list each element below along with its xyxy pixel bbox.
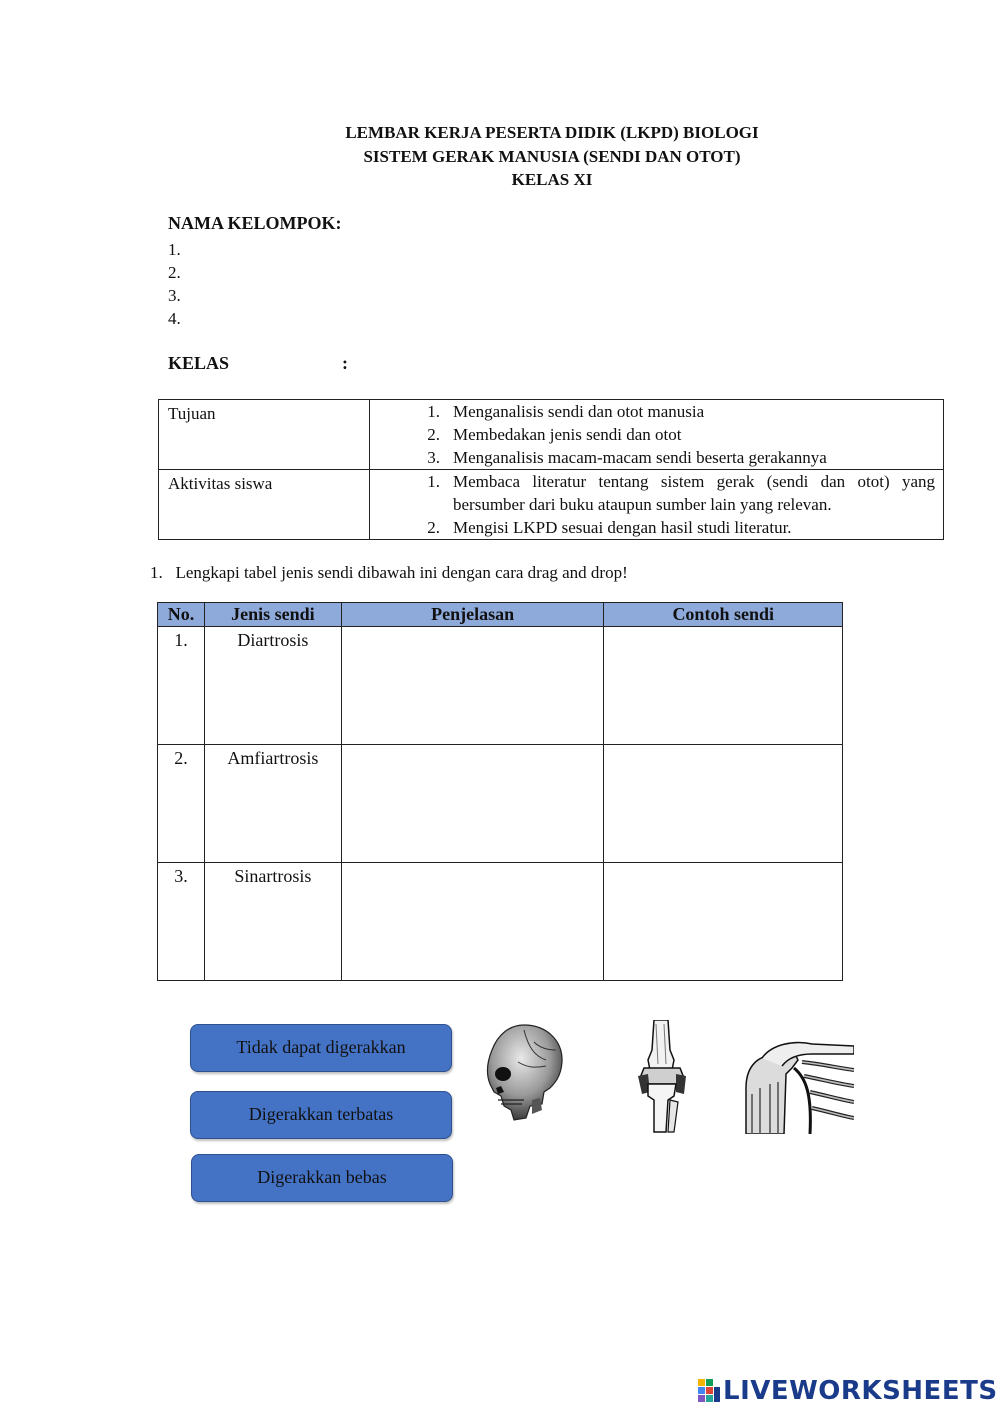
liveworksheets-logo <box>697 1376 998 1406</box>
penjelasan-drop-zone-1[interactable] <box>341 627 604 745</box>
joint-types-table <box>157 602 843 981</box>
list-item: 3. Menganalisis macam-macam sendi beserta gerakannya <box>370 446 935 469</box>
tujuan-item-3: Menganalisis macam-macam sendi beserta gerakannya <box>453 448 827 467</box>
skull-icon[interactable] <box>484 1022 566 1122</box>
contoh-drop-zone-2[interactable] <box>604 745 843 863</box>
group-number-1: 1. <box>168 240 181 259</box>
contoh-drop-zone-3[interactable] <box>604 863 843 981</box>
group-number-4: 4. <box>168 309 181 328</box>
kelas-colon: : <box>342 353 348 373</box>
contoh-drop-zone-1[interactable] <box>604 627 843 745</box>
row-number: 2. <box>158 745 205 863</box>
instruction-number: 1. <box>150 563 163 582</box>
knee-joint-icon[interactable] <box>632 1020 692 1134</box>
list-item: 1. Menganalisis sendi dan otot manusia <box>370 400 935 423</box>
aktivitas-list-cell <box>370 470 944 540</box>
penjelasan-drop-zone-3[interactable] <box>341 863 604 981</box>
table-header-row <box>158 603 843 627</box>
liveworksheets-mark-icon <box>697 1378 721 1404</box>
joint-type-name: Diartrosis <box>204 627 341 745</box>
shoulder-joint-icon[interactable] <box>742 1038 854 1134</box>
instruction-text: Lengkapi tabel jenis sendi dibawah ini dengan cara drag and drop! <box>175 563 628 582</box>
tujuan-list <box>370 400 943 469</box>
group-number-3: 3. <box>168 286 181 305</box>
penjelasan-drop-zone-2[interactable] <box>341 745 604 863</box>
header-no: No. <box>158 603 205 627</box>
list-item: 1. Membaca literatur tentang sistem gerak (sendi dan otot) yang bersumber dari buku ataupun sumber lain yang relevan. <box>427 472 935 514</box>
table-row <box>158 745 843 863</box>
kelas-label: KELAS <box>168 353 230 373</box>
drag-option-tidak-dapat-digerakkan[interactable]: Tidak dapat digerakkan <box>190 1024 452 1072</box>
liveworksheets-wordmark: LIVEWORKSHEETS <box>723 1376 998 1406</box>
drag-option-digerakkan-terbatas[interactable]: Digerakkan terbatas <box>190 1091 452 1139</box>
row-number: 3. <box>158 863 205 981</box>
tujuan-list-cell <box>370 400 944 470</box>
aktivitas-item-1: Membaca literatur tentang sistem gerak (sendi dan otot) yang bersumber dari buku ataupun sumber lain yang relevan. <box>453 472 935 514</box>
aktivitas-list <box>370 470 943 539</box>
joint-type-name: Sinartrosis <box>204 863 341 981</box>
group-number-2: 2. <box>168 263 181 282</box>
aktivitas-label: Aktivitas siswa <box>159 470 370 540</box>
header-jenis-sendi: Jenis sendi <box>204 603 341 627</box>
worksheet-subtitle: SISTEM GERAK MANUSIA (SENDI DAN OTOT) <box>363 147 741 166</box>
header-contoh-sendi: Contoh sendi <box>604 603 843 627</box>
objectives-table <box>158 399 944 540</box>
header-penjelasan: Penjelasan <box>341 603 604 627</box>
list-item: 2. Mengisi LKPD sesuai dengan hasil studi literatur. <box>370 516 935 539</box>
worksheet-title: LEMBAR KERJA PESERTA DIDIK (LKPD) BIOLOGI <box>345 123 759 142</box>
drag-option-digerakkan-bebas[interactable]: Digerakkan bebas <box>191 1154 453 1202</box>
row-number: 1. <box>158 627 205 745</box>
group-label: NAMA KELOMPOK: <box>168 213 342 233</box>
tujuan-item-1: Menganalisis sendi dan otot manusia <box>453 402 705 421</box>
aktivitas-item-2: Mengisi LKPD sesuai dengan hasil studi literatur. <box>453 518 792 537</box>
tujuan-row <box>159 400 944 470</box>
list-item: 2. Membedakan jenis sendi dan otot <box>370 423 935 446</box>
tujuan-label: Tujuan <box>159 400 370 470</box>
aktivitas-row <box>159 470 944 540</box>
joint-type-name: Amfiartrosis <box>204 745 341 863</box>
instruction <box>150 563 628 583</box>
table-row <box>158 627 843 745</box>
tujuan-item-2: Membedakan jenis sendi dan otot <box>453 425 682 444</box>
table-row <box>158 863 843 981</box>
worksheet-class-title: KELAS XI <box>511 170 593 189</box>
